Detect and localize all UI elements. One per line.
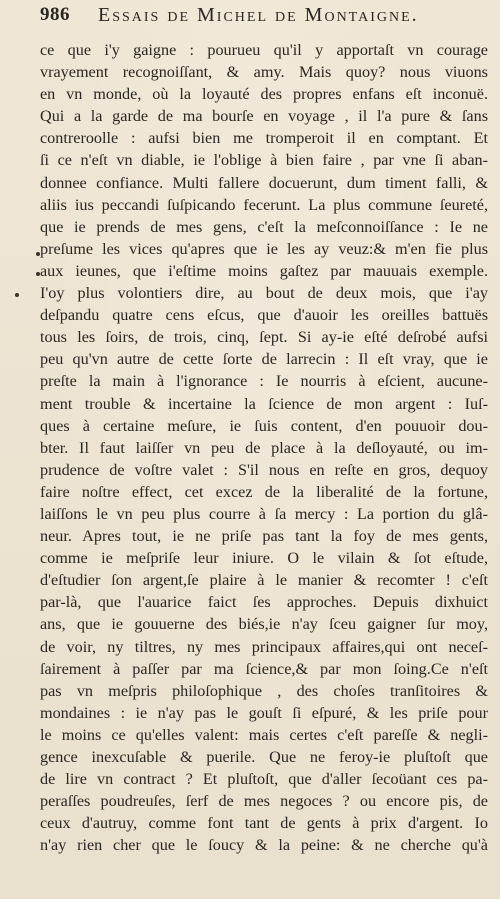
text-line: vrayement recognoiſſant, & amy. Mais quoy? nous viuons — [40, 63, 488, 82]
page-header — [40, 4, 486, 30]
text-line: ques à certaine meſure, ie ſuis content, d'en pouuoir dou- — [40, 416, 488, 435]
text-line: preſte la main à l'ignorance : Ie nourris à eſcient, aucune- — [40, 372, 488, 391]
text-line: I'oy plus volontiers dire, au bout de deux mois, que i'ay — [40, 284, 488, 303]
text-line: d'eſtudier ſon argent,ſe plaire à le manier & recomter ! c'eſt — [40, 571, 488, 590]
text-line: que ie prends de mes gens, c'eſt la meſconnoiſſance : Ie ne — [40, 217, 488, 236]
text-line: contreroolle : aufsi bien me tromperoit il en comptant. Et — [40, 129, 488, 148]
text-line: faire noſtre effect, cet excez de la liberalité de la fortune, — [40, 482, 488, 501]
text-line: le moins ce qu'elles valent: mais certes c'eſt pareſſe & negli- — [40, 725, 488, 744]
text-line: n'ay rien cher que le ſoucy & la peine: & ne cherche qu'à — [40, 836, 488, 855]
text-line: Qui a la garde de ma bourſe en voyage , il l'a pure & ſans — [40, 107, 488, 126]
text-line: par-là, que l'auarice faict ſes approches. Depuis dixhuict — [40, 593, 488, 612]
text-line: pas vn meſpris philoſophique , des choſes tranſitoires & — [40, 681, 488, 700]
text-line: donnee confiance. Multi fallere docuerunt, dum timent falli, & — [40, 173, 488, 192]
text-line: peraſſes poudreuſes, ſerf de mes negoces ? ou encore pis, de — [40, 792, 488, 811]
text-line: gence inexcuſable & puerile. Que ne feroy-ie pluſtoſt que — [40, 748, 488, 766]
text-line: ſi ce n'eſt vn diable, ie l'oblige à bien faire , par vne ſi aban- — [40, 151, 488, 170]
text-line: laiſſons le vn peu plus courre à ſa mercy : La portion du glâ- — [40, 504, 488, 523]
text-line: ſairement à paſſer par ma ſcience,& par mon ſoing.Ce n'eſt — [40, 659, 488, 678]
text-line: ceux d'autruy, comme font tant de gents à prix d'argent. Io — [40, 814, 488, 833]
text-line: prudence de voſtre valet : S'il nous en reſte en gros, dequoy — [40, 460, 488, 479]
text-line: en vn monde, où la loyauté des propres enfans eſt inconuë. — [40, 85, 488, 104]
text-line: bter. Il faut laiſſer vn peu de place à la deſloyauté, ou im- — [40, 438, 488, 457]
text-line: tous les ſoirs, de trois, cinq, ſept. Si ay-ie eſté deſrobé aufsi — [40, 328, 488, 347]
text-line: de lire vn contract ? Et pluſtoſt, que d'aller ſecoüant ces pa- — [40, 770, 488, 789]
text-line: preſume les vices qu'apres que ie les ay veuz:& m'en fie plus — [40, 239, 488, 258]
text-line: aux ieunes, que i'eſtime moins gaſtez par mauuais exemple. — [40, 261, 488, 280]
margin-mark — [15, 293, 19, 297]
text-line: deſpandu quatre cens eſcus, que d'auoir les oreilles battuës — [40, 306, 488, 325]
body-text — [40, 39, 488, 856]
text-line: ce que i'y gaigne : pourueu qu'il y apportaſt vn courage — [40, 41, 488, 59]
text-line: de voir, ny tiltres, ny mes principaux affaires,qui ont neceſ- — [40, 637, 488, 656]
text-line: comme ie meſpriſe leur iniure. O le vilain & ſot eſtude, — [40, 549, 488, 568]
text-line: ment trouble & incertaine la ſcience de mon argent : Iuſ- — [40, 394, 488, 413]
text-line: peu qu'vn autre de cette ſorte de larrecin : Il eſt vray, que ie — [40, 350, 488, 369]
text-line: ans, que ie gouuerne des biés,ie n'ay ſceu gaigner ſur moy, — [40, 615, 488, 634]
running-title: Essais de Michel de Montaigne. — [98, 4, 419, 26]
text-line: aliis ius peccandi ſuſpicando fecerunt. La plus commune ſeureté, — [40, 195, 488, 214]
page-number: 986 — [40, 4, 70, 25]
text-line: neur. Apres tout, ie ne priſe pas tant la foy de mes gents, — [40, 527, 488, 546]
text-line: mondaines : ie n'ay pas le gouſt ſi eſpuré, & les priſe pour — [40, 703, 488, 722]
